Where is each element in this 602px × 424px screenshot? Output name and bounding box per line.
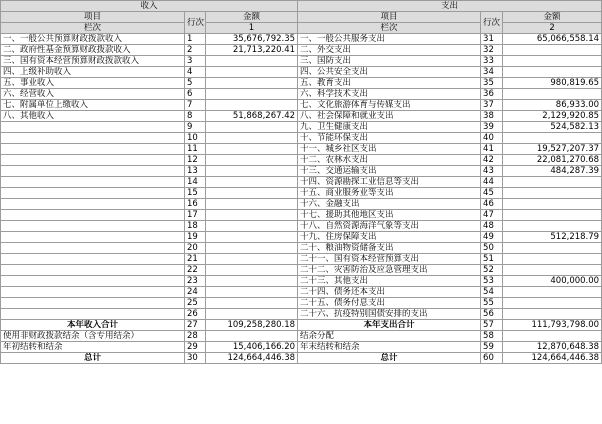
expense-line: 49	[481, 232, 503, 243]
expense-item: 八、社会保障和就业支出	[298, 111, 481, 122]
expense-amount: 524,582.13	[503, 122, 602, 133]
income-item	[1, 199, 185, 210]
expense-amount	[503, 221, 602, 232]
table-row	[1, 155, 602, 166]
balance-dist-amount	[503, 331, 602, 342]
income-item	[1, 276, 185, 287]
expense-line: 54	[481, 287, 503, 298]
table-row	[1, 166, 602, 177]
income-line-header: 行次	[185, 12, 206, 34]
expense-total-amount: 111,793,798.00	[503, 320, 602, 331]
table-row	[1, 89, 602, 100]
income-item	[1, 177, 185, 188]
income-line: 22	[185, 265, 206, 276]
income-amount	[206, 287, 298, 298]
grand-total-left-line: 30	[185, 353, 206, 364]
income-item	[1, 232, 185, 243]
income-item	[1, 155, 185, 166]
income-amount	[206, 254, 298, 265]
begin-balance-amount: 15,406,166.20	[206, 342, 298, 353]
expense-line: 55	[481, 298, 503, 309]
income-line: 11	[185, 144, 206, 155]
income-item: 一、一般公共预算财政拨款收入	[1, 34, 185, 45]
expense-line: 43	[481, 166, 503, 177]
expense-item-header: 项目	[298, 12, 481, 23]
expense-line: 46	[481, 199, 503, 210]
begin-balance-label: 年初结转和结余	[1, 342, 185, 353]
income-column-label: 栏次	[1, 23, 185, 34]
table-row	[1, 265, 602, 276]
expense-item: 二、外交支出	[298, 45, 481, 56]
income-item: 二、政府性基金预算财政拨款收入	[1, 45, 185, 56]
expense-line: 38	[481, 111, 503, 122]
expense-amount	[503, 89, 602, 100]
expense-line: 44	[481, 177, 503, 188]
income-column-index: 1	[206, 23, 298, 34]
income-amount	[206, 199, 298, 210]
grand-total-left-amount: 124,664,446.38	[206, 353, 298, 364]
grand-total-right-amount: 124,664,446.38	[503, 353, 602, 364]
balance-use-line: 28	[185, 331, 206, 342]
grand-total-left-label: 总计	[1, 353, 185, 364]
income-line: 23	[185, 276, 206, 287]
income-line: 17	[185, 210, 206, 221]
carryover-row	[1, 342, 602, 353]
income-line: 5	[185, 78, 206, 89]
income-item	[1, 254, 185, 265]
income-amount	[206, 100, 298, 111]
expense-amount-header: 金额	[503, 12, 602, 23]
expense-item: 一、一般公共服务支出	[298, 34, 481, 45]
expense-amount	[503, 56, 602, 67]
expense-item: 九、卫生健康支出	[298, 122, 481, 133]
income-item: 四、上级补助收入	[1, 67, 185, 78]
income-item	[1, 122, 185, 133]
expense-amount: 400,000.00	[503, 276, 602, 287]
income-line: 24	[185, 287, 206, 298]
expense-amount	[503, 188, 602, 199]
income-amount	[206, 188, 298, 199]
expense-line-header: 行次	[481, 12, 503, 34]
balance-use-label: 使用非财政拨款结余（含专用结余）	[1, 331, 185, 342]
expense-item: 二十一、国有资本经营预算支出	[298, 254, 481, 265]
income-line: 26	[185, 309, 206, 320]
grand-total-right-label: 总计	[298, 353, 481, 364]
table-row	[1, 276, 602, 287]
table-row	[1, 100, 602, 111]
expense-column-label: 栏次	[298, 23, 481, 34]
balance-use-amount	[206, 331, 298, 342]
income-amount	[206, 78, 298, 89]
income-item	[1, 133, 185, 144]
table-row	[1, 210, 602, 221]
income-amount	[206, 177, 298, 188]
expense-section-header: 支出	[298, 1, 602, 12]
expense-amount	[503, 177, 602, 188]
expense-line: 52	[481, 265, 503, 276]
income-item	[1, 309, 185, 320]
income-line: 6	[185, 89, 206, 100]
income-amount	[206, 232, 298, 243]
expense-item: 六、科学技术支出	[298, 89, 481, 100]
table-row	[1, 177, 602, 188]
expense-item: 十五、商业服务业等支出	[298, 188, 481, 199]
expense-amount	[503, 265, 602, 276]
income-amount	[206, 309, 298, 320]
table-row	[1, 298, 602, 309]
annual-total-row	[1, 320, 602, 331]
income-line: 19	[185, 232, 206, 243]
expense-item: 七、文化旅游体育与传媒支出	[298, 100, 481, 111]
expense-line: 50	[481, 243, 503, 254]
expense-amount: 22,081,270.68	[503, 155, 602, 166]
income-item	[1, 287, 185, 298]
income-line: 4	[185, 67, 206, 78]
table-row	[1, 287, 602, 298]
expense-amount	[503, 210, 602, 221]
income-amount	[206, 144, 298, 155]
income-amount: 35,676,792.35	[206, 34, 298, 45]
expense-amount: 86,933.00	[503, 100, 602, 111]
income-item: 八、其他收入	[1, 111, 185, 122]
expense-line: 36	[481, 89, 503, 100]
section-header-row	[1, 1, 602, 12]
expense-amount	[503, 133, 602, 144]
income-line: 18	[185, 221, 206, 232]
income-line: 9	[185, 122, 206, 133]
expense-item: 十一、城乡社区支出	[298, 144, 481, 155]
income-amount	[206, 122, 298, 133]
table-row	[1, 133, 602, 144]
income-item	[1, 188, 185, 199]
income-amount-header: 金额	[206, 12, 298, 23]
expense-item: 十二、农林水支出	[298, 155, 481, 166]
income-item	[1, 210, 185, 221]
balance-dist-line: 58	[481, 331, 503, 342]
income-amount	[206, 221, 298, 232]
table-row	[1, 34, 602, 45]
expense-item: 四、公共安全支出	[298, 67, 481, 78]
expense-line: 31	[481, 34, 503, 45]
expense-amount: 65,066,558.14	[503, 34, 602, 45]
expense-amount	[503, 298, 602, 309]
expense-item: 十八、自然资源海洋气象等支出	[298, 221, 481, 232]
expense-line: 51	[481, 254, 503, 265]
expense-line: 33	[481, 56, 503, 67]
income-item	[1, 243, 185, 254]
expense-line: 37	[481, 100, 503, 111]
expense-item: 十、节能环保支出	[298, 133, 481, 144]
expense-item: 二十五、债务付息支出	[298, 298, 481, 309]
income-total-amount: 109,258,280.18	[206, 320, 298, 331]
end-balance-label: 年末结转和结余	[298, 342, 481, 353]
income-amount	[206, 243, 298, 254]
income-item	[1, 166, 185, 177]
income-line: 8	[185, 111, 206, 122]
expense-amount	[503, 67, 602, 78]
end-balance-line: 59	[481, 342, 503, 353]
table-row	[1, 243, 602, 254]
table-row	[1, 78, 602, 89]
expense-line: 34	[481, 67, 503, 78]
income-amount	[206, 56, 298, 67]
income-item: 五、事业收入	[1, 78, 185, 89]
expense-amount: 512,218.79	[503, 232, 602, 243]
income-item-header: 项目	[1, 12, 185, 23]
table-row	[1, 111, 602, 122]
expense-amount: 2,129,920.85	[503, 111, 602, 122]
table-row	[1, 232, 602, 243]
income-line: 3	[185, 56, 206, 67]
end-balance-amount: 12,870,648.38	[503, 342, 602, 353]
expense-item: 二十、粮油物资储备支出	[298, 243, 481, 254]
expense-column-index: 2	[503, 23, 602, 34]
expense-line: 48	[481, 221, 503, 232]
income-item	[1, 221, 185, 232]
balance-dist-label: 结余分配	[298, 331, 481, 342]
income-item	[1, 265, 185, 276]
income-item	[1, 298, 185, 309]
income-amount: 51,868,267.42	[206, 111, 298, 122]
expense-item: 二十三、其他支出	[298, 276, 481, 287]
expense-amount	[503, 45, 602, 56]
expense-item: 十三、交通运输支出	[298, 166, 481, 177]
expense-amount	[503, 309, 602, 320]
income-total-label: 本年收入合计	[1, 320, 185, 331]
column-header-row	[1, 12, 602, 23]
expense-item: 五、教育支出	[298, 78, 481, 89]
expense-line: 32	[481, 45, 503, 56]
expense-item: 二十四、债务还本支出	[298, 287, 481, 298]
expense-line: 53	[481, 276, 503, 287]
expense-amount: 19,527,207.37	[503, 144, 602, 155]
income-line: 2	[185, 45, 206, 56]
expense-total-label: 本年支出合计	[298, 320, 481, 331]
table-row	[1, 199, 602, 210]
income-line: 7	[185, 100, 206, 111]
table-row	[1, 45, 602, 56]
income-amount	[206, 298, 298, 309]
table-row	[1, 309, 602, 320]
income-line: 20	[185, 243, 206, 254]
income-line: 15	[185, 188, 206, 199]
income-amount	[206, 155, 298, 166]
expense-line: 39	[481, 122, 503, 133]
table-row	[1, 122, 602, 133]
expense-item: 十六、金融支出	[298, 199, 481, 210]
expense-line: 45	[481, 188, 503, 199]
expense-line: 56	[481, 309, 503, 320]
table-row	[1, 67, 602, 78]
expense-item: 十七、援助其他地区支出	[298, 210, 481, 221]
income-amount	[206, 276, 298, 287]
balance-use-row	[1, 331, 602, 342]
expense-item: 十九、住房保障支出	[298, 232, 481, 243]
expense-item: 三、国防支出	[298, 56, 481, 67]
income-item	[1, 144, 185, 155]
income-amount: 21,713,220.41	[206, 45, 298, 56]
table-row	[1, 254, 602, 265]
income-line: 14	[185, 177, 206, 188]
income-item: 三、国有资本经营预算财政拨款收入	[1, 56, 185, 67]
income-line: 1	[185, 34, 206, 45]
income-amount	[206, 67, 298, 78]
table-row	[1, 221, 602, 232]
expense-item: 十四、资源勘探工业信息等支出	[298, 177, 481, 188]
begin-balance-line: 29	[185, 342, 206, 353]
income-line: 25	[185, 298, 206, 309]
table-row	[1, 56, 602, 67]
income-amount	[206, 210, 298, 221]
income-item: 七、附属单位上缴收入	[1, 100, 185, 111]
income-line: 10	[185, 133, 206, 144]
income-amount	[206, 265, 298, 276]
expense-amount	[503, 199, 602, 210]
income-amount	[206, 89, 298, 100]
expense-line: 47	[481, 210, 503, 221]
table-row	[1, 144, 602, 155]
expense-line: 35	[481, 78, 503, 89]
income-section-header: 收入	[1, 1, 298, 12]
income-line: 13	[185, 166, 206, 177]
table-row	[1, 188, 602, 199]
expense-amount: 484,287.39	[503, 166, 602, 177]
income-total-line: 27	[185, 320, 206, 331]
income-line: 12	[185, 155, 206, 166]
grand-total-row	[1, 353, 602, 364]
column-index-row	[1, 23, 602, 34]
expense-total-line: 57	[481, 320, 503, 331]
expense-item: 二十六、抗疫特别国债安排的支出	[298, 309, 481, 320]
grand-total-right-line: 60	[481, 353, 503, 364]
income-item: 六、经营收入	[1, 89, 185, 100]
income-amount	[206, 133, 298, 144]
expense-line: 41	[481, 144, 503, 155]
expense-line: 40	[481, 133, 503, 144]
expense-amount	[503, 254, 602, 265]
income-amount	[206, 166, 298, 177]
expense-amount	[503, 243, 602, 254]
expense-amount	[503, 287, 602, 298]
expense-line: 42	[481, 155, 503, 166]
expense-item: 二十二、灾害防治及应急管理支出	[298, 265, 481, 276]
expense-amount: 980,819.65	[503, 78, 602, 89]
income-line: 16	[185, 199, 206, 210]
income-line: 21	[185, 254, 206, 265]
